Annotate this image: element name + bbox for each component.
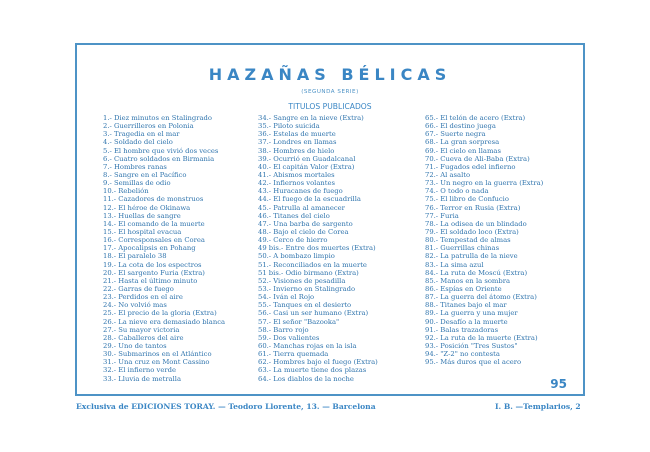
title-entry: 25.- El precio de la gloria (Extra) [103, 309, 217, 318]
title-entry: 93.- Posición "Tres Sustos" [425, 341, 518, 350]
title-entry: 35.- Piloto suicida [258, 122, 320, 131]
title-entry: 72.- Al asalto [425, 170, 471, 179]
title-entry: 30.- Submarinos en el Atlántico [103, 350, 212, 359]
title-entry: 95.- Más duros que el acero [425, 358, 522, 367]
title-entry: 13.- Huellas de sangre [103, 211, 181, 220]
title-entry: 28.- Caballeros del aire [103, 333, 184, 342]
title-entry: 70.- Cueva de Ali-Baba (Extra) [425, 154, 530, 163]
title-entry: 55.- Tanques en el desierto [258, 301, 352, 310]
title-entry: 20.- El sargento Furia (Extra) [103, 268, 205, 277]
title-entry: 75.- El libro de Confucio [425, 195, 509, 204]
title-entry: 14.- El comando de la muerte [103, 219, 205, 228]
title-entry: 41.- Abismos mortales [258, 170, 335, 179]
title-entry: 51.- Reconciliados en la muerte [258, 260, 367, 269]
title-column-3 [425, 114, 543, 366]
title-entry: 51 bis.- Odio birmano (Extra) [258, 268, 359, 277]
title-entry: 42.- Infiernos volantes [258, 179, 336, 188]
title-entry: 34.- Sangre en la nieve (Extra) [258, 114, 364, 122]
title-entry: 15.- El hospital evacua [103, 227, 182, 236]
title-entry: 21.- Hasta el último minuto [103, 276, 198, 285]
title-entry: 48.- Bajo el cielo de Corea [258, 227, 349, 236]
title-entry: 69.- El cielo en llamas [425, 146, 501, 155]
title-entry: 86.- Espías en Oriente [425, 284, 502, 293]
title-entry: 24.- No volvió mas [103, 301, 167, 310]
title-entry: 57.- El señor "Bazooka" [258, 317, 340, 326]
title-entry: 61.- Tierra quemada [258, 350, 329, 359]
title-entry: 22.- Garras de fuego [103, 284, 174, 293]
title-entry: 38.- Hombres de hielo [258, 146, 335, 155]
title-entry: 64.- Los diablos de la noche [258, 374, 354, 383]
title-entry: 49.- Cerco de hierro [258, 236, 328, 245]
title-entry: 11.- Cazadores de monstruos [103, 195, 204, 204]
title-entry: 46.- Titanes del cielo [258, 211, 330, 220]
title-column-2 [258, 114, 378, 383]
title-entry: 92.- La ruta de la muerte (Extra) [425, 333, 538, 342]
title-entry: 16.- Corresponsales en Corea [103, 236, 205, 245]
title-entry: 12.- El héroe de Okinawa [103, 203, 191, 212]
title-entry: 77.- Furia [425, 211, 459, 220]
title-entry: 74.- O todo o nada [425, 187, 489, 196]
title-entry: 67.- Suerte negra [425, 130, 486, 139]
title-entry: 1.- Diez minutos en Stalingrado [103, 114, 212, 122]
title-entry: 36.- Estelas de muerte [258, 130, 336, 139]
title-entry: 66.- El destino juega [425, 122, 496, 131]
titles-heading: TITULOS PUBLICADOS [288, 102, 372, 111]
title-entry: 53.- Invierno en Stalingrado [258, 284, 356, 293]
title-entry: 23.- Perdidos en el aire [103, 293, 183, 302]
title-entry: 43.- Huracanes de fuego [258, 187, 343, 196]
printer-footer: I. B. —Templarios, 2 [495, 402, 581, 411]
title-entry: 33.- Lluvia de metralla [103, 374, 181, 383]
title-entry: 19.- La cota de los espectros [103, 260, 202, 269]
title-entry: 88.- Titanes bajo el mar [425, 301, 507, 310]
title-entry: 31.- Una cruz en Mont Cassino [103, 358, 210, 367]
series-subtitle: (SEGUNDA SERIE) [301, 89, 359, 95]
title-entry: 94.- "Z-2" no contesta [425, 350, 500, 359]
title-entry: 39.- Ocurrió en Guadalcanal [258, 154, 356, 163]
title-entry: 68.- La gran sorpresa [425, 138, 500, 147]
title-entry: 62.- Hombres bajo el fuego (Extra) [258, 358, 378, 367]
title-entry: 29.- Uno de tantos [103, 341, 167, 350]
title-entry: 4.- Soldado del cielo [103, 138, 173, 147]
title-entry: 9.- Semillas de odio [103, 179, 171, 188]
title-entry: 47.- Una barba de sargento [258, 219, 353, 228]
title-entry: 76.- Terror en Rusia (Extra) [425, 203, 521, 212]
title-entry: 6.- Cuatro soldados en Birmania [103, 154, 215, 163]
title-entry: 40.- El capitán Valor (Extra) [258, 162, 355, 171]
title-entry: 80.- Tempestad de almas [425, 236, 511, 245]
title-entry: 26.- La nieve era demasiado blanca [103, 317, 226, 326]
title-entry: 63.- La muerte tiene dos plazas [258, 366, 367, 375]
title-entry: 52.- Visiones de pesadilla [258, 276, 346, 285]
title-entry: 54.- Iván el Rojo [258, 293, 315, 302]
title-entry: 65.- El telón de acero (Extra) [425, 114, 526, 122]
publisher-footer: Exclusiva de EDICIONES TORAY. — Teodoro Llorente, 13. — Barcelona [76, 402, 376, 411]
title-entry: 79.- El soldado loco (Extra) [425, 227, 519, 236]
title-entry: 45.- Patrulla al amanecer [258, 203, 345, 212]
title-entry: 44.- El fuego de la escuadrilla [258, 195, 361, 204]
title-entry: 32.- El infierno verde [103, 366, 177, 375]
title-entry: 3.- Tragedia en el mar [103, 130, 180, 139]
title-entry: 49 bis.- Entre dos muertes (Extra) [258, 244, 376, 253]
title-entry: 91.- Balas trazadoras [425, 325, 499, 334]
page-number: 95 [550, 377, 567, 391]
title-entry: 2.- Guerrilleros en Polonia [103, 122, 194, 131]
title-entry: 7.- Hombres ranas [103, 162, 167, 171]
title-entry: 17.- Apocalipsis en Pohang [103, 244, 196, 253]
series-title: HAZAÑAS BÉLICAS [208, 65, 452, 84]
title-entry: 60.- Manchas rojas en la isla [258, 341, 357, 350]
title-column-1 [103, 114, 225, 383]
title-entry: 83.- La sima azul [425, 260, 484, 269]
title-entry: 59.- Dos valientes [258, 333, 320, 342]
title-entry: 27.- Su mayor victoria [103, 325, 180, 334]
title-entry: 71.- Fugados edel infierno [425, 162, 516, 171]
title-entry: 78.- La odisea de un blindado [425, 219, 527, 228]
title-entry: 84.- La ruta de Moscú (Extra) [425, 268, 528, 277]
title-entry: 37.- Londres en llamas [258, 138, 337, 147]
title-entry: 58.- Barro rojo [258, 325, 309, 334]
title-entry: 50.- A bombazo limpio [258, 252, 335, 261]
title-entry: 73.- Un negro en la guerra (Extra) [425, 179, 544, 188]
title-entry: 56.- Casi un ser humano (Extra) [258, 309, 369, 318]
title-entry: 5.- El hombre que vivió dos veces [103, 146, 219, 155]
title-entry: 90.- Desafío a la muerte [425, 317, 508, 326]
title-entry: 81.- Guerrillas chinas [425, 244, 500, 253]
title-entry: 8.- Sangre en el Pacífico [103, 170, 187, 179]
title-entry: 82.- La patrulla de la nieve [425, 252, 518, 261]
title-entry: 18.- El paralelo 38 [103, 252, 167, 261]
title-entry: 10.- Rebelión [103, 187, 149, 196]
titles-panel [75, 43, 585, 396]
title-entry: 85.- Manos en la sombra [425, 276, 511, 285]
title-entry: 89.- La guerra y una mujer [425, 309, 518, 318]
title-entry: 87.- La guerra del átomo (Extra) [425, 293, 537, 302]
